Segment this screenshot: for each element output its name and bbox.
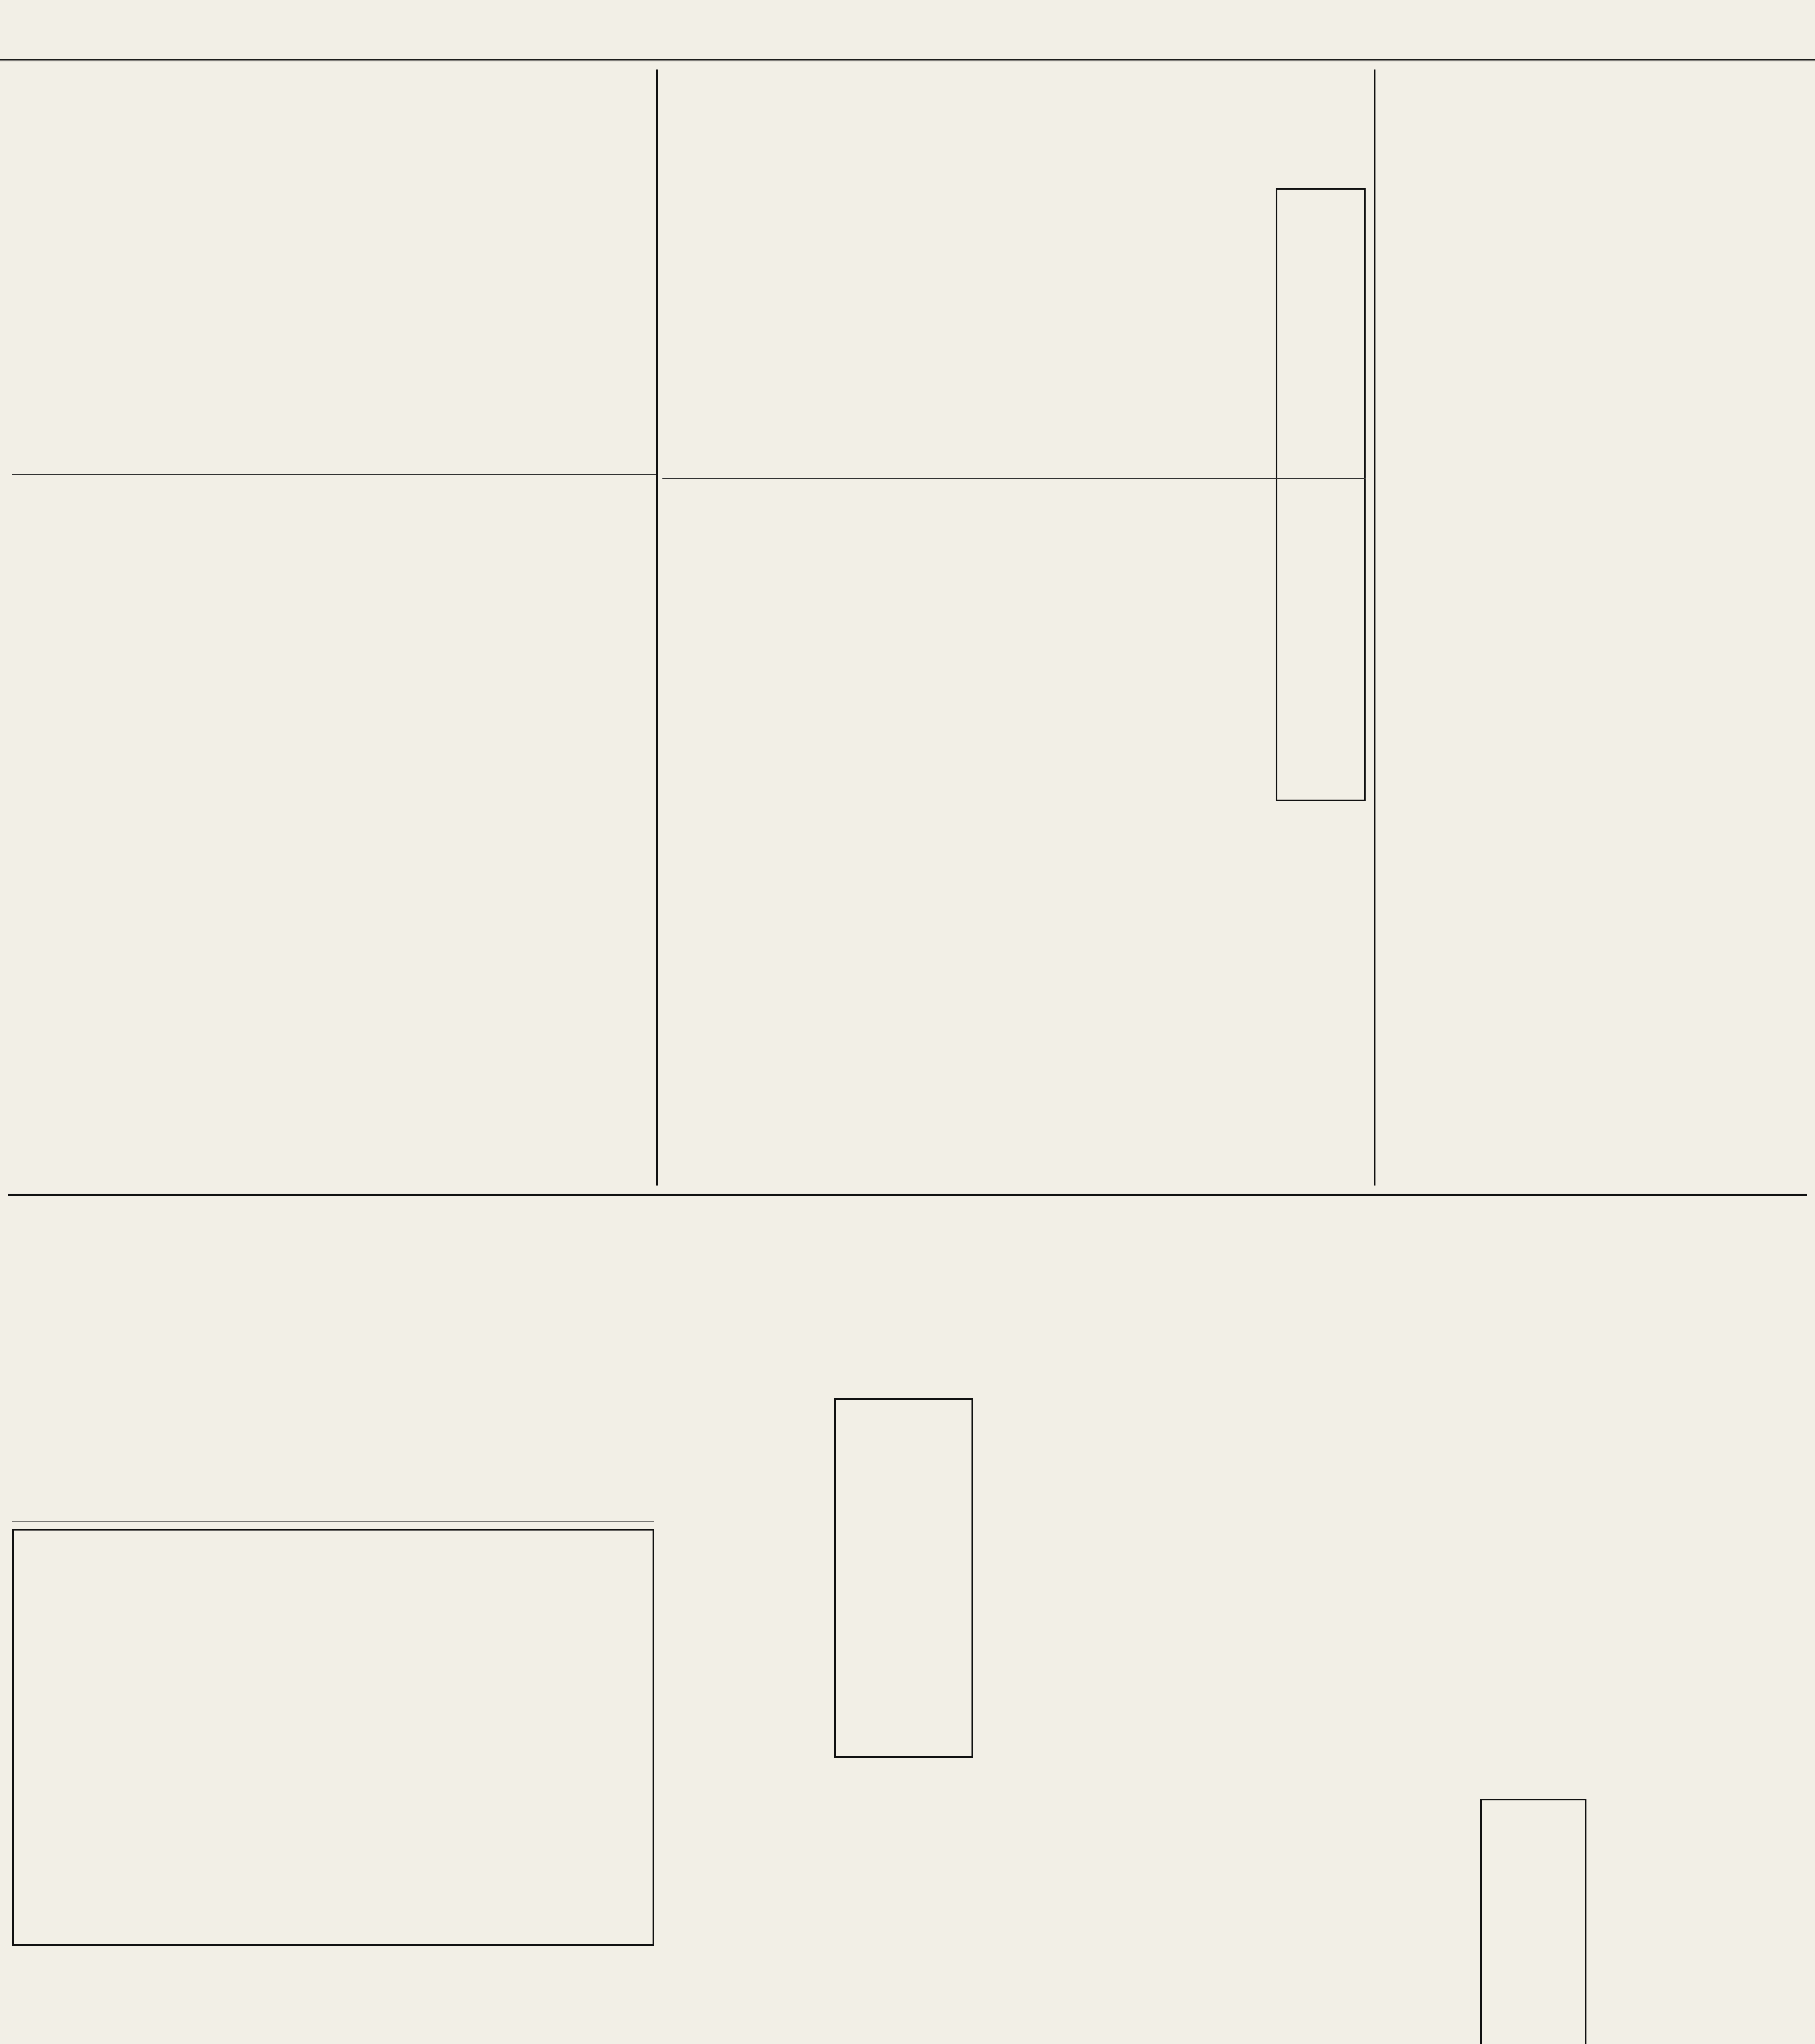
note-body xyxy=(662,1807,793,2036)
wu-body-continued xyxy=(1382,732,1795,1186)
nie-body-lower-right xyxy=(1178,818,1370,1186)
prague-body xyxy=(1157,1390,1239,1799)
masthead xyxy=(0,0,1815,61)
note-body-2 xyxy=(895,1807,1149,2036)
divider xyxy=(12,474,658,475)
section-rule xyxy=(8,1194,1807,1196)
youth-box xyxy=(834,1398,973,1758)
nie-body-mid xyxy=(662,482,1173,809)
column-rule xyxy=(1374,69,1375,1186)
broadcast-body xyxy=(12,850,168,1022)
soviet-body-3 xyxy=(1157,1206,1578,1382)
youth-body xyxy=(662,1398,826,1799)
germ-body xyxy=(1157,1807,1472,2036)
vehicle-body xyxy=(458,491,540,809)
budget-body-2 xyxy=(429,1206,654,1517)
column-rule xyxy=(656,69,658,1186)
youth-body-2 xyxy=(981,1398,1149,1799)
divider xyxy=(12,1521,654,1522)
divider xyxy=(662,478,1366,479)
nie-body-main xyxy=(662,74,1186,507)
deutsch-body xyxy=(25,1545,454,1934)
soviet-body-4 xyxy=(662,1206,1149,1386)
germ-box xyxy=(1480,1799,1586,2044)
germ-body-2 xyxy=(1595,1807,1803,2036)
nie-headline-box xyxy=(1276,188,1366,801)
grain-body xyxy=(254,679,384,1006)
budget-body xyxy=(12,1206,258,1517)
left-top-body xyxy=(12,74,650,466)
wu-body xyxy=(1382,74,1554,728)
left-bottom-body xyxy=(12,1022,650,1186)
nie-body-bottom xyxy=(818,818,1133,1186)
